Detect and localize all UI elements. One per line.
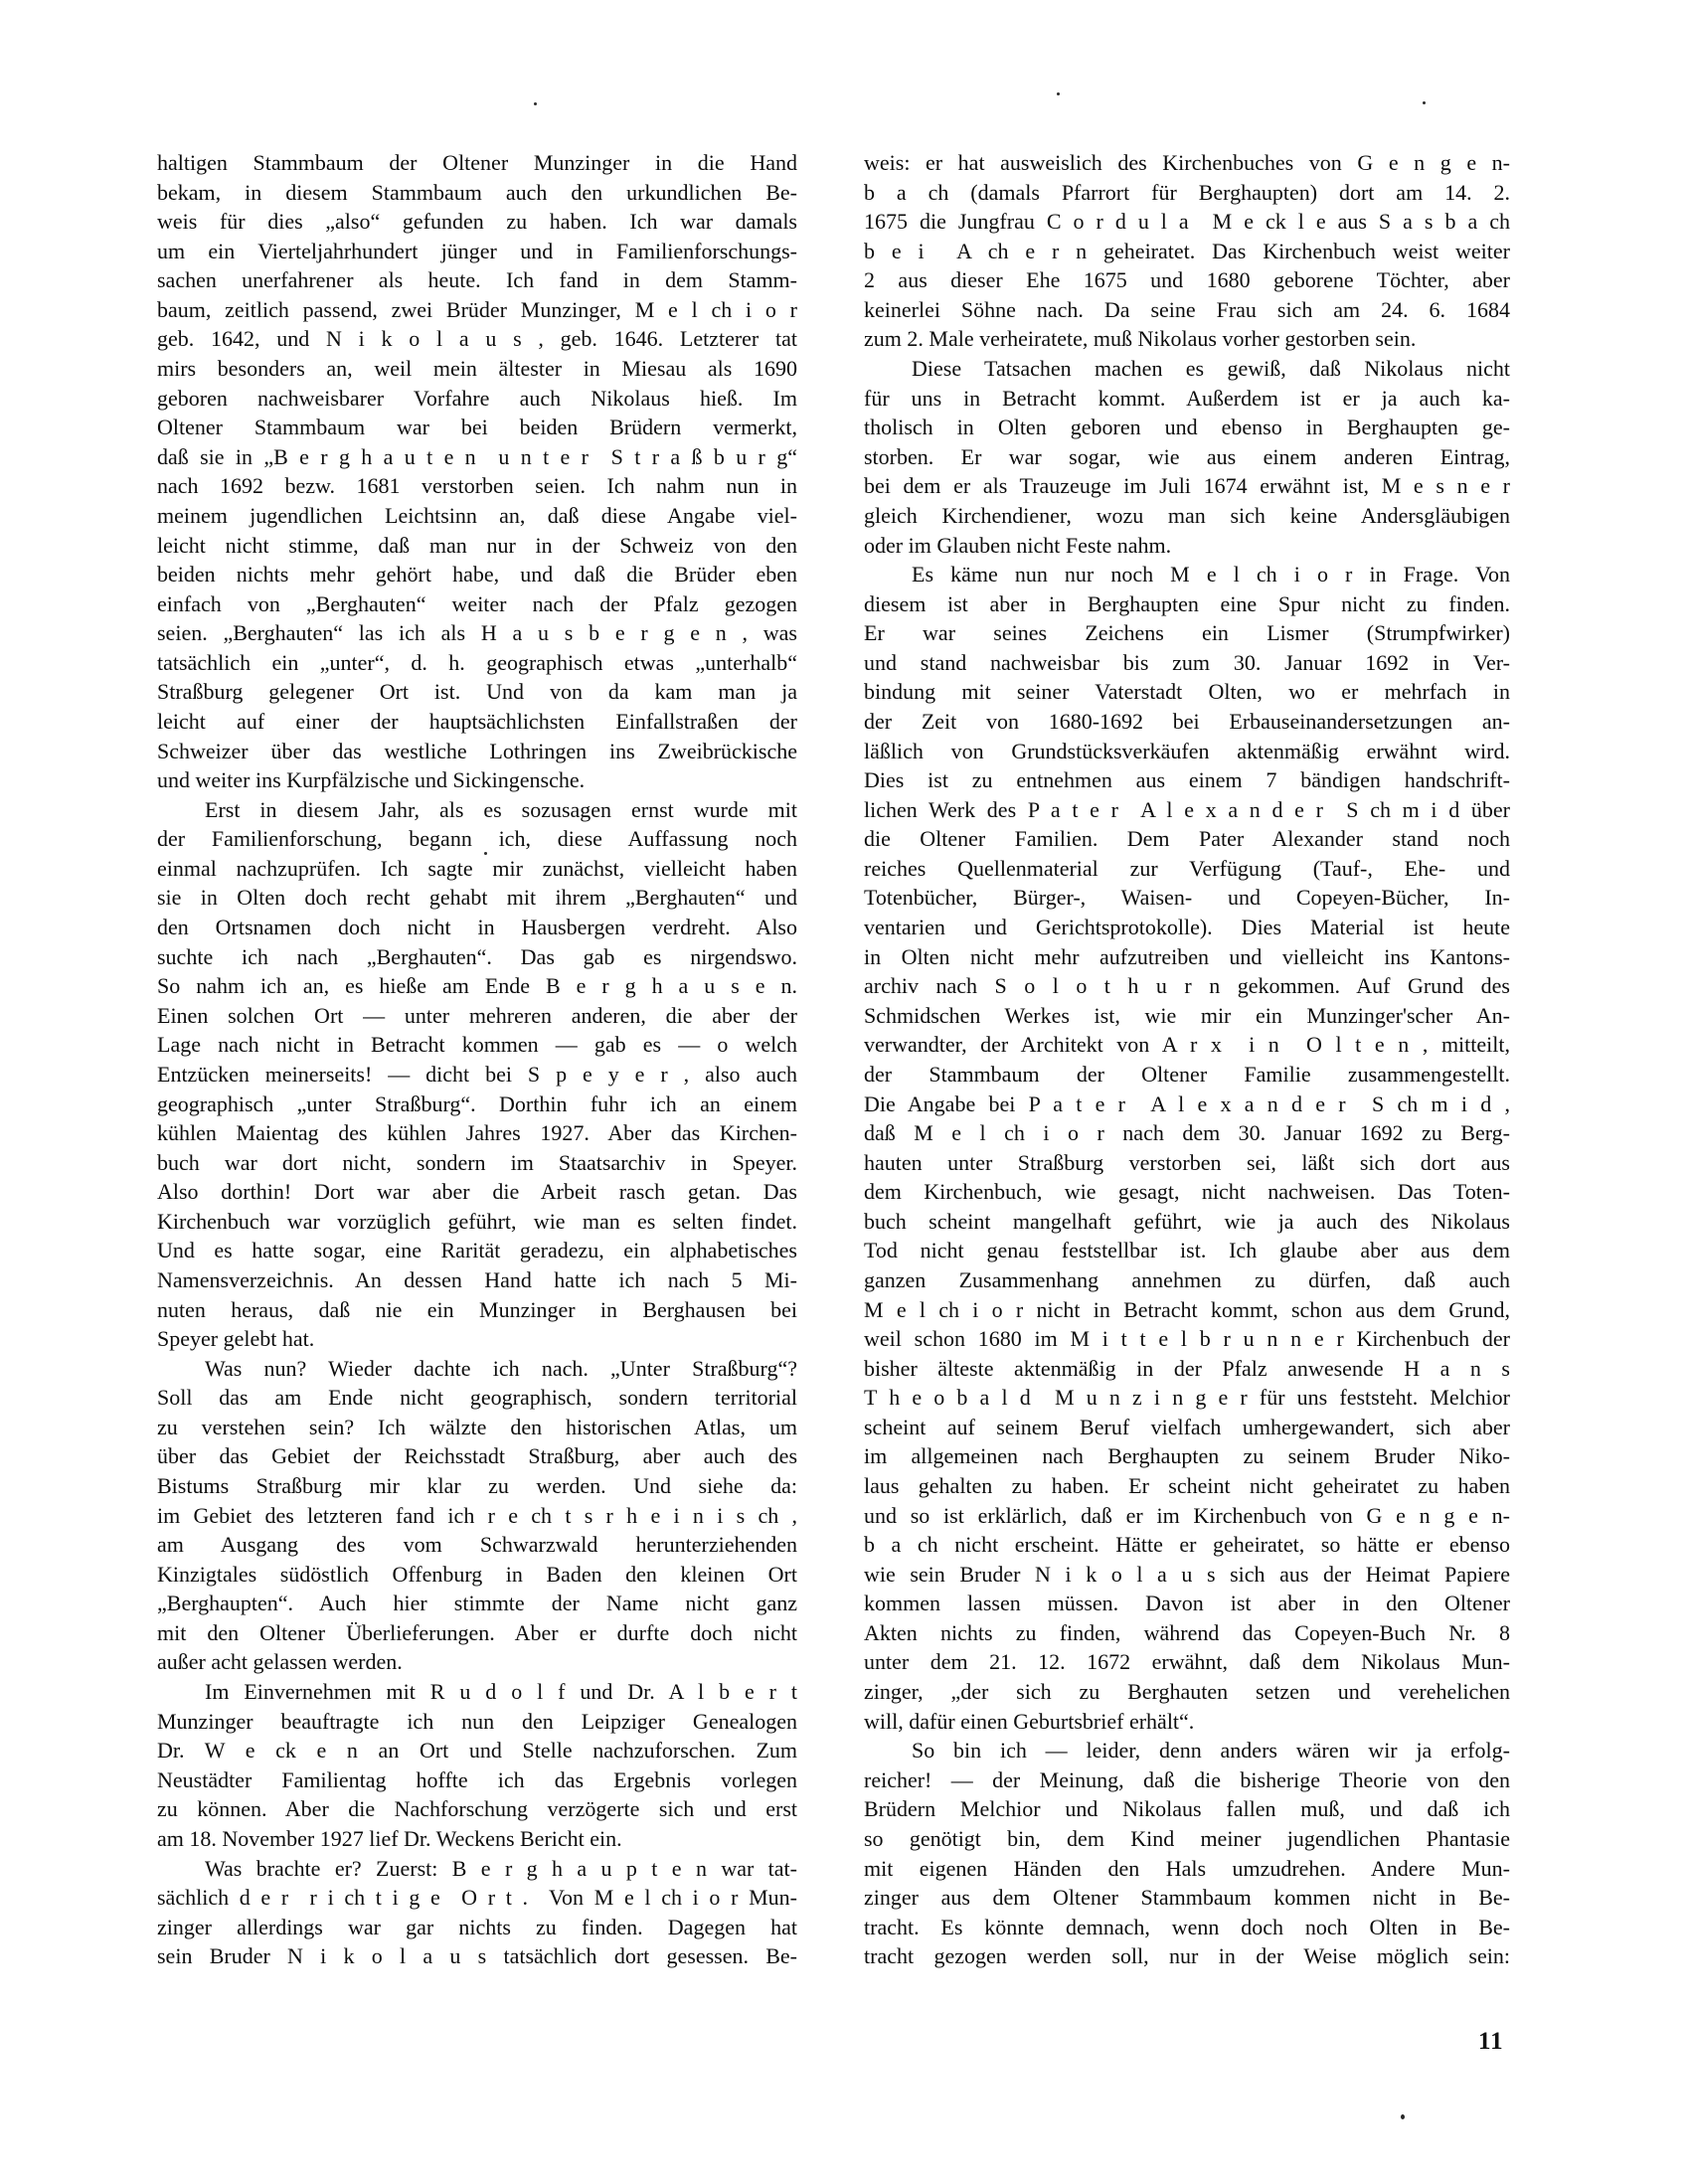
text-line-content: leicht auf einer der hauptsächlichsten Einfallstraßen der bbox=[157, 708, 797, 734]
text-line bbox=[864, 1530, 1510, 1560]
text-line-content: der Familienforschung, begann ich, diese Auffassung noch bbox=[157, 826, 797, 852]
text-line-content: zum 2. Male verheiratete, muß Nikolaus vorher gestorben sein. bbox=[864, 326, 1417, 352]
text-line bbox=[157, 1090, 797, 1119]
text-line bbox=[864, 295, 1510, 325]
text-line-content: Soll das am Ende nicht geographisch, sondern territorial bbox=[157, 1385, 797, 1411]
text-line bbox=[157, 265, 797, 295]
text-line bbox=[157, 384, 797, 414]
text-line bbox=[157, 560, 797, 589]
text-line bbox=[157, 1941, 797, 1971]
text-line bbox=[864, 560, 1510, 589]
text-line bbox=[864, 148, 1510, 178]
text-line bbox=[157, 707, 797, 737]
text-line bbox=[157, 1060, 797, 1090]
text-line-content: die Oltener Familien. Dem Pater Alexander stand noch bbox=[864, 826, 1510, 852]
text-line bbox=[864, 471, 1510, 501]
text-line bbox=[864, 1354, 1510, 1384]
text-line-content: bindung mit seiner Vaterstadt Olten, wo er mehrfach in bbox=[864, 679, 1510, 705]
text-line-content: meinem jugendlichen Leichtsinn an, daß diese Angabe viel- bbox=[157, 502, 797, 528]
text-line bbox=[157, 1030, 797, 1060]
text-line bbox=[864, 1471, 1510, 1501]
text-line bbox=[864, 648, 1510, 678]
text-line-content: einfach von „Berghauten“ weiter nach der Pfalz gezogen bbox=[157, 590, 797, 616]
text-line-content: beiden nichts mehr gehört habe, und daß die Brüder eben bbox=[157, 562, 797, 588]
text-line-content: kommen lassen müssen. Davon ist aber in den Oltener bbox=[864, 1591, 1510, 1616]
text-line bbox=[157, 1618, 797, 1648]
text-line-content: geb. 1642, und N i k o l a u s , geb. 1646. Letzterer tat bbox=[157, 326, 797, 352]
text-line-content: zu verstehen sein? Ich wälzte den historischen Atlas, um bbox=[157, 1414, 797, 1439]
text-line-content: storben. Er war sogar, wie aus einem anderen Eintrag, bbox=[864, 443, 1510, 469]
text-line-content: im allgemeinen nach Berghaupten zu seinem Bruder Niko- bbox=[864, 1443, 1510, 1469]
text-line bbox=[864, 1501, 1510, 1531]
text-line-content: Die Angabe bei P a t e r A l e x a n d e r S ch m i d , bbox=[864, 1091, 1510, 1116]
text-line-content: tholisch in Olten geboren und ebenso in Berghaupten ge- bbox=[864, 415, 1510, 440]
text-line bbox=[864, 265, 1510, 295]
text-line bbox=[864, 1207, 1510, 1237]
text-line-content: weis: er hat ausweislich des Kirchenbuches von G e n g e n- bbox=[864, 150, 1510, 175]
text-line bbox=[864, 1265, 1510, 1295]
text-line bbox=[157, 295, 797, 325]
text-line-content: daß sie in „B e r g h a u t e n u n t e r S t r a ß b u r g“ bbox=[157, 443, 797, 469]
text-line bbox=[157, 1001, 797, 1031]
text-line-content: seien. „Berghauten“ las ich als H a u s b e r g e n , was bbox=[157, 620, 797, 646]
text-line bbox=[157, 1207, 797, 1237]
text-line bbox=[864, 1707, 1510, 1737]
text-line-content: Entzücken meinerseits! — dicht bei S p e y e r , also auch bbox=[157, 1061, 797, 1087]
text-line bbox=[157, 1501, 797, 1531]
text-line bbox=[157, 854, 797, 884]
text-line-content: lichen Werk des P a t e r A l e x a n d e r S ch m i d über bbox=[864, 796, 1510, 822]
text-line-content: sein Bruder N i k o l a u s tatsächlich dort gesessen. Be- bbox=[157, 1943, 797, 1969]
text-line bbox=[157, 501, 797, 531]
text-line bbox=[864, 1794, 1510, 1824]
text-line-content: über das Gebiet der Reichsstadt Straßburg, aber auch des bbox=[157, 1443, 797, 1469]
text-line-content: Es käme nun nur noch M e l ch i o r in Frage. Von bbox=[912, 562, 1510, 588]
text-line-content: der Stammbaum der Oltener Familie zusammengestellt. bbox=[864, 1061, 1510, 1087]
text-line-content: Diese Tatsachen machen es gewiß, daß Nikolaus nicht bbox=[912, 356, 1510, 382]
text-line-content: Was nun? Wieder dachte ich nach. „Unter Straßburg“? bbox=[205, 1355, 797, 1381]
text-line-content: kühlen Maientag des kühlen Jahres 1927. Aber das Kirchen- bbox=[157, 1120, 797, 1146]
text-line-content: 1675 die Jungfrau C o r d u l a M e ck l e aus S a s b a ch bbox=[864, 209, 1510, 235]
scan-speck bbox=[1423, 101, 1426, 104]
text-line bbox=[157, 1177, 797, 1207]
text-line bbox=[864, 589, 1510, 619]
text-line bbox=[157, 237, 797, 266]
text-line-content: Speyer gelebt hat. bbox=[157, 1326, 315, 1352]
text-line bbox=[864, 324, 1510, 354]
text-line bbox=[864, 501, 1510, 531]
text-line bbox=[864, 1854, 1510, 1884]
text-line bbox=[157, 913, 797, 942]
text-line bbox=[864, 854, 1510, 884]
text-line-content: im Gebiet des letzteren fand ich r e ch t s r h e i n i s ch , bbox=[157, 1502, 797, 1528]
text-line-content: Dies ist zu entnehmen aus einem 7 bändigen handschrift- bbox=[864, 767, 1510, 793]
text-line bbox=[864, 1647, 1510, 1677]
text-line bbox=[864, 707, 1510, 737]
text-line-content: wie sein Bruder N i k o l a u s sich aus der Heimat Papiere bbox=[864, 1561, 1510, 1587]
text-line-content: sachen unerfahrener als heute. Ich fand in dem Stamm- bbox=[157, 267, 797, 293]
text-line bbox=[864, 1618, 1510, 1648]
text-line-content: sie in Olten doch recht gehabt mit ihrem „Berghauten“ und bbox=[157, 885, 797, 911]
text-line-content: geographisch „unter Straßburg“. Dorthin fuhr ich an einem bbox=[157, 1091, 797, 1116]
text-line-content: Er war seines Zeichens ein Lismer (Strumpfwirker) bbox=[864, 620, 1510, 646]
text-line-content: archiv nach S o l o t h u r n gekommen. Auf Grund des bbox=[864, 973, 1510, 999]
text-line bbox=[157, 354, 797, 384]
text-line-content: will, dafür einen Geburtsbrief erhält“. bbox=[864, 1708, 1195, 1734]
text-line-content: tatsächlich ein „unter“, d. h. geographisch etwas „unterhalb“ bbox=[157, 649, 797, 675]
text-line bbox=[157, 1265, 797, 1295]
text-line-content: Lage nach nicht in Betracht kommen — gab es — o welch bbox=[157, 1032, 797, 1058]
text-line-content: weis für dies „also“ gefunden zu haben. Ich war damals bbox=[157, 209, 797, 235]
text-line bbox=[864, 971, 1510, 1001]
scan-speck bbox=[1401, 2114, 1405, 2119]
text-line bbox=[864, 1413, 1510, 1442]
text-line-content: mit eigenen Händen den Hals umzudrehen. Andere Mun- bbox=[864, 1855, 1510, 1881]
text-line-content: so genötigt bin, dem Kind meiner jugendlichen Phantasie bbox=[864, 1825, 1510, 1851]
text-line bbox=[157, 1295, 797, 1325]
text-line-content: und stand nachweisbar bis zum 30. Januar 1692 in Ver- bbox=[864, 649, 1510, 675]
text-line bbox=[864, 384, 1510, 414]
text-line bbox=[157, 1589, 797, 1618]
text-line bbox=[157, 942, 797, 972]
text-line-content: Was brachte er? Zuerst: B e r g h a u p t e n war tat- bbox=[205, 1855, 797, 1881]
text-line-content: So bin ich — leider, denn anders wären wir ja erfolg- bbox=[912, 1738, 1510, 1764]
text-line-content: Bistums Straßburg mir klar zu werden. Und siehe da: bbox=[157, 1473, 797, 1499]
text-line bbox=[864, 207, 1510, 237]
text-line bbox=[157, 178, 797, 208]
text-line bbox=[157, 324, 797, 354]
text-line-content: dem Kirchenbuch, wie gesagt, nicht nachweisen. Das Toten- bbox=[864, 1179, 1510, 1205]
text-line-content: um ein Vierteljahrhundert jünger und in Familienforschungs- bbox=[157, 238, 797, 263]
text-column-right bbox=[864, 148, 1510, 1971]
text-line-content: sächlich d e r r i ch t i g e O r t . Von M e l ch i o r Mun- bbox=[157, 1885, 797, 1911]
text-line bbox=[157, 971, 797, 1001]
text-line bbox=[864, 1589, 1510, 1618]
text-line bbox=[157, 1883, 797, 1913]
text-line-content: zu können. Aber die Nachforschung verzögerte sich und erst bbox=[157, 1796, 797, 1822]
text-line-content: Oltener Stammbaum war bei beiden Brüdern vermerkt, bbox=[157, 415, 797, 440]
text-line-content: einmal nachzuprüfen. Ich sagte mir zunächst, vielleicht haben bbox=[157, 855, 797, 881]
text-line bbox=[864, 942, 1510, 972]
scan-speck bbox=[534, 102, 537, 105]
text-line bbox=[157, 1854, 797, 1884]
text-line-content: haltigen Stammbaum der Oltener Munzinger in die Hand bbox=[157, 150, 797, 175]
text-line-content: Erst in diesem Jahr, als es sozusagen ernst wurde mit bbox=[205, 796, 797, 822]
text-line-content: mit den Oltener Überlieferungen. Aber er durfte doch nicht bbox=[157, 1619, 797, 1645]
text-line-content: Straßburg gelegener Ort ist. Und von da kam man ja bbox=[157, 679, 797, 705]
text-line bbox=[864, 765, 1510, 795]
text-line bbox=[157, 1118, 797, 1148]
text-line-content: suchte ich nach „Berghauten“. Das gab es nirgendswo. bbox=[157, 943, 797, 969]
text-line bbox=[157, 471, 797, 501]
text-line-content: Akten nichts zu finden, während das Copeyen-Buch Nr. 8 bbox=[864, 1619, 1510, 1645]
text-line bbox=[157, 589, 797, 619]
text-line-content: b a ch (damals Pfarrort für Berghaupten) dort am 14. 2. bbox=[864, 179, 1510, 205]
text-line-content: tracht gezogen werden soll, nur in der Weise möglich sein: bbox=[864, 1943, 1510, 1969]
text-line bbox=[864, 1913, 1510, 1942]
text-line bbox=[157, 1794, 797, 1824]
text-line bbox=[157, 1148, 797, 1178]
text-line-content: am 18. November 1927 lief Dr. Weckens Bericht ein. bbox=[157, 1825, 622, 1851]
text-line-content: läßlich von Grundstücksverkäufen aktenmäßig erwähnt wird. bbox=[864, 738, 1510, 763]
text-line bbox=[157, 883, 797, 913]
text-line bbox=[864, 1236, 1510, 1265]
text-line-content: 2 aus dieser Ehe 1675 und 1680 geborene Töchter, aber bbox=[864, 267, 1510, 293]
text-line bbox=[157, 1736, 797, 1765]
text-line-content: keinerlei Söhne nach. Da seine Frau sich am 24. 6. 1684 bbox=[864, 296, 1510, 322]
text-line bbox=[157, 648, 797, 678]
text-line bbox=[157, 207, 797, 237]
text-line-content: zinger aus dem Oltener Stammbaum kommen nicht in Be- bbox=[864, 1885, 1510, 1911]
text-line bbox=[157, 677, 797, 707]
text-line bbox=[157, 1354, 797, 1384]
text-line bbox=[157, 442, 797, 472]
text-line bbox=[157, 148, 797, 178]
text-line-content: Namensverzeichnis. An dessen Hand hatte ich nach 5 Mi- bbox=[157, 1266, 797, 1292]
text-line-content: Also dorthin! Dort war aber die Arbeit rasch getan. Das bbox=[157, 1179, 797, 1205]
text-line-content: „Berghaupten“. Auch hier stimmte der Name nicht ganz bbox=[157, 1591, 797, 1616]
text-line bbox=[157, 1441, 797, 1471]
text-line bbox=[864, 824, 1510, 854]
text-line-content: geboren nachweisbarer Vorfahre auch Nikolaus hieß. Im bbox=[157, 385, 797, 411]
text-line bbox=[157, 413, 797, 442]
text-line bbox=[864, 1824, 1510, 1854]
text-line bbox=[157, 1913, 797, 1942]
text-line-content: nuten heraus, daß nie ein Munzinger in Berghausen bei bbox=[157, 1296, 797, 1322]
text-line bbox=[864, 237, 1510, 266]
text-line-content: Tod nicht genau feststellbar ist. Ich glaube aber aus dem bbox=[864, 1238, 1510, 1263]
text-line-content: weil schon 1680 im M i t t e l b r u n n e r Kirchenbuch der bbox=[864, 1326, 1510, 1352]
text-line bbox=[864, 737, 1510, 766]
text-line-content: unter dem 21. 12. 1672 erwähnt, daß dem Nikolaus Mun- bbox=[864, 1649, 1510, 1675]
text-column-left bbox=[157, 148, 797, 1971]
text-line bbox=[157, 1471, 797, 1501]
text-line-content: baum, zeitlich passend, zwei Brüder Munzinger, M e l ch i o r bbox=[157, 296, 797, 322]
text-line-content: zinger, „der sich zu Berghauten setzen und verehelichen bbox=[864, 1679, 1510, 1705]
text-line-content: laus gehalten zu haben. Er scheint nicht geheiratet zu haben bbox=[864, 1473, 1510, 1499]
text-line-content: nach 1692 bezw. 1681 verstorben seien. Ich nahm nun in bbox=[157, 473, 797, 499]
text-line bbox=[864, 531, 1510, 561]
text-line-content: in Olten nicht mehr aufzutreiben und vielleicht ins Kantons- bbox=[864, 943, 1510, 969]
text-line bbox=[157, 1824, 797, 1854]
text-line-content: tracht. Es könnte demnach, wenn doch noch Olten in Be- bbox=[864, 1914, 1510, 1939]
text-line-content: am Ausgang des vom Schwarzwald herunterziehenden bbox=[157, 1532, 797, 1558]
text-line bbox=[864, 677, 1510, 707]
text-line-content: hauten unter Straßburg verstorben sei, läßt sich dort aus bbox=[864, 1149, 1510, 1175]
text-line bbox=[864, 1765, 1510, 1795]
text-line-content: scheint auf seinem Beruf vielfach umhergewandert, sich aber bbox=[864, 1414, 1510, 1439]
text-line-content: zinger allerdings war gar nichts zu finden. Dagegen hat bbox=[157, 1914, 797, 1939]
text-line bbox=[157, 765, 797, 795]
text-line bbox=[157, 531, 797, 561]
text-line-content: Kirchenbuch war vorzüglich geführt, wie man es selten findet. bbox=[157, 1208, 797, 1234]
text-line bbox=[864, 1883, 1510, 1913]
text-line-content: Dr. W e ck e n an Ort und Stelle nachzuforschen. Zum bbox=[157, 1738, 797, 1764]
text-line bbox=[864, 1148, 1510, 1178]
text-line-content: b a ch nicht erscheint. Hätte er geheiratet, so hätte er ebenso bbox=[864, 1532, 1510, 1558]
text-line bbox=[157, 618, 797, 648]
text-line-content: Neustädter Familientag hoffte ich das Ergebnis vorlegen bbox=[157, 1766, 797, 1792]
text-line-content: ventarien und Gerichtsprotokolle). Dies Material ist heute bbox=[864, 915, 1510, 940]
text-line-content: Schweizer über das westliche Lothringen ins Zweibrückische bbox=[157, 738, 797, 763]
page-number: 11 bbox=[1478, 2028, 1504, 2055]
text-line-content: verwandter, der Architekt von A r x i n O l t e n , mitteilt, bbox=[864, 1032, 1510, 1058]
text-line bbox=[864, 1383, 1510, 1413]
text-line bbox=[157, 824, 797, 854]
text-line-content: leicht nicht stimme, daß man nur in der Schweiz von den bbox=[157, 532, 797, 558]
text-line-content: den Ortsnamen doch nicht in Hausbergen verdreht. Also bbox=[157, 915, 797, 940]
text-line-content: bisher älteste aktenmäßig in der Pfalz anwesende H a n s bbox=[864, 1355, 1510, 1381]
text-line-content: außer acht gelassen werden. bbox=[157, 1649, 403, 1675]
text-line bbox=[864, 913, 1510, 942]
text-line bbox=[157, 1560, 797, 1590]
text-line bbox=[864, 1295, 1510, 1325]
text-line-content: und so ist erklärlich, daß er im Kirchenbuch von G e n g e n- bbox=[864, 1502, 1510, 1528]
text-line-content: Munzinger beauftragte ich nun den Leipziger Genealogen bbox=[157, 1708, 797, 1734]
text-line bbox=[157, 1707, 797, 1737]
text-line bbox=[864, 1090, 1510, 1119]
text-line-content: mirs besonders an, weil mein ältester in Miesau als 1690 bbox=[157, 356, 797, 382]
text-line-content: M e l ch i o r nicht in Betracht kommt, schon aus dem Grund, bbox=[864, 1296, 1510, 1322]
text-line bbox=[864, 1560, 1510, 1590]
text-line-content: bekam, in diesem Stammbaum auch den urkundlichen Be- bbox=[157, 179, 797, 205]
text-line bbox=[157, 1236, 797, 1265]
text-line bbox=[864, 1030, 1510, 1060]
text-line bbox=[157, 1530, 797, 1560]
text-line bbox=[157, 1647, 797, 1677]
scan-speck bbox=[484, 852, 487, 855]
text-line-content: für uns in Betracht kommt. Außerdem ist er ja auch ka- bbox=[864, 385, 1510, 411]
text-line-content: reicher! — der Meinung, daß die bisherige Theorie von den bbox=[864, 1766, 1510, 1792]
text-line-content: buch scheint mangelhaft geführt, wie ja auch des Nikolaus bbox=[864, 1208, 1510, 1234]
text-line-content: gleich Kirchendiener, wozu man sich keine Andersgläubigen bbox=[864, 502, 1510, 528]
text-line bbox=[864, 354, 1510, 384]
text-line-content: Schmidschen Werkes ist, wie mir ein Munzinger'scher An- bbox=[864, 1002, 1510, 1028]
text-line bbox=[864, 883, 1510, 913]
text-line bbox=[864, 1060, 1510, 1090]
text-line-content: bei dem er als Trauzeuge im Juli 1674 erwähnt ist, M e s n e r bbox=[864, 473, 1510, 499]
text-line-content: diesem ist aber in Berghaupten eine Spur nicht zu finden. bbox=[864, 590, 1510, 616]
text-line-content: Und es hatte sogar, eine Rarität geradezu, ein alphabetisches bbox=[157, 1238, 797, 1263]
text-line bbox=[864, 1941, 1510, 1971]
text-line bbox=[864, 1736, 1510, 1765]
text-line-content: buch war dort nicht, sondern im Staatsarchiv in Speyer. bbox=[157, 1149, 797, 1175]
text-line bbox=[864, 413, 1510, 442]
text-line bbox=[157, 1765, 797, 1795]
text-line bbox=[157, 795, 797, 825]
text-line-content: reiches Quellenmaterial zur Verfügung (Tauf-, Ehe- und bbox=[864, 855, 1510, 881]
text-line bbox=[864, 618, 1510, 648]
text-line-content: Kinzigtales südöstlich Offenburg in Baden den kleinen Ort bbox=[157, 1561, 797, 1587]
text-line-content: ganzen Zusammenhang annehmen zu dürfen, daß auch bbox=[864, 1266, 1510, 1292]
text-line-content: Totenbücher, Bürger-, Waisen- und Copeyen-Bücher, In- bbox=[864, 885, 1510, 911]
text-line bbox=[864, 1001, 1510, 1031]
text-line bbox=[864, 1441, 1510, 1471]
text-line-content: b e i A ch e r n geheiratet. Das Kirchenbuch weist weiter bbox=[864, 238, 1510, 263]
text-line bbox=[864, 1324, 1510, 1354]
text-line bbox=[864, 442, 1510, 472]
text-line-content: Im Einvernehmen mit R u d o l f und Dr. A l b e r t bbox=[205, 1679, 797, 1705]
text-line-content: und weiter ins Kurpfälzische und Sickingensche. bbox=[157, 767, 586, 793]
text-line bbox=[864, 1177, 1510, 1207]
text-line bbox=[864, 1677, 1510, 1707]
scan-speck bbox=[1057, 92, 1060, 95]
text-line bbox=[157, 1324, 797, 1354]
text-line bbox=[864, 1118, 1510, 1148]
text-line bbox=[157, 1413, 797, 1442]
text-line-content: daß M e l ch i o r nach dem 30. Januar 1692 zu Berg- bbox=[864, 1120, 1510, 1146]
text-line-content: T h e o b a l d M u n z i n g e r für uns feststeht. Melchior bbox=[864, 1385, 1510, 1411]
text-line-content: der Zeit von 1680-1692 bei Erbauseinandersetzungen an- bbox=[864, 708, 1510, 734]
text-line bbox=[157, 1677, 797, 1707]
text-line bbox=[157, 1383, 797, 1413]
text-line bbox=[864, 178, 1510, 208]
text-line-content: Brüdern Melchior und Nikolaus fallen muß, und daß ich bbox=[864, 1796, 1510, 1822]
text-line-content: oder im Glauben nicht Feste nahm. bbox=[864, 532, 1172, 558]
text-line bbox=[864, 795, 1510, 825]
text-line-content: So nahm ich an, es hieße am Ende B e r g h a u s e n. bbox=[157, 973, 797, 999]
text-line-content: Einen solchen Ort — unter mehreren anderen, die aber der bbox=[157, 1002, 797, 1028]
text-line bbox=[157, 737, 797, 766]
